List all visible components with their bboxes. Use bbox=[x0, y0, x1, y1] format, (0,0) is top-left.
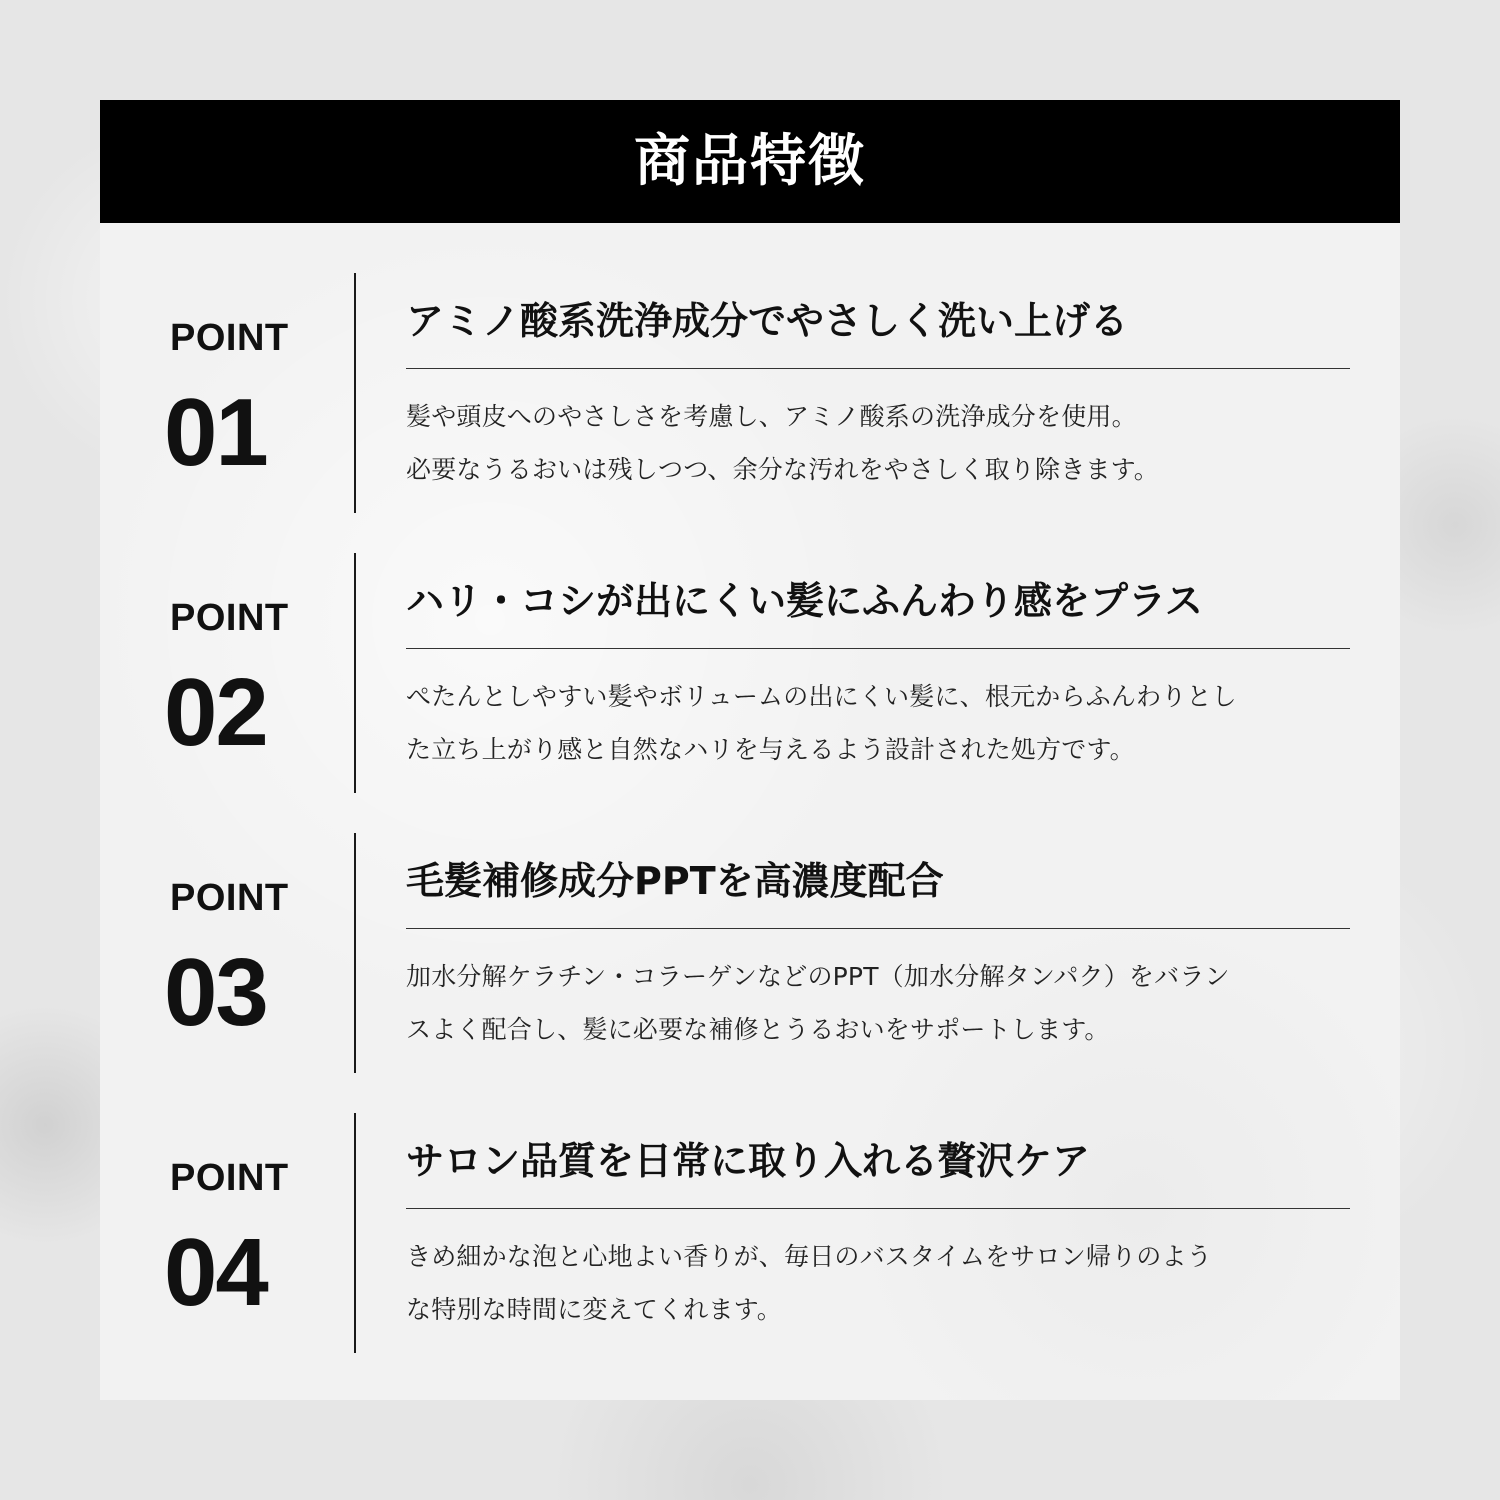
horizontal-rule bbox=[406, 1208, 1350, 1209]
point-item-04 bbox=[100, 1113, 1400, 1353]
point-label: POINT bbox=[170, 877, 289, 919]
point-description bbox=[406, 950, 1356, 1056]
features-panel bbox=[100, 100, 1400, 1400]
horizontal-rule bbox=[406, 648, 1350, 649]
point-label: POINT bbox=[170, 597, 289, 639]
point-number: 02 bbox=[164, 659, 267, 766]
vertical-divider bbox=[354, 1113, 356, 1353]
horizontal-rule bbox=[406, 928, 1350, 929]
point-item-01 bbox=[100, 273, 1400, 513]
vertical-divider bbox=[354, 553, 356, 793]
point-heading: サロン品質を日常に取り入れる贅沢ケア bbox=[406, 1139, 1091, 1183]
point-number: 04 bbox=[164, 1219, 267, 1326]
description-line: スよく配合し、髪に必要な補修とうるおいをサポートします。 bbox=[406, 1015, 1110, 1044]
description-line: ぺたんとしやすい髪やボリュームの出にくい髪に、根元からふんわりとし bbox=[406, 682, 1237, 711]
point-heading: アミノ酸系洗浄成分でやさしく洗い上げる bbox=[406, 299, 1129, 343]
point-number: 01 bbox=[164, 379, 267, 486]
point-description bbox=[406, 1230, 1356, 1336]
vertical-divider bbox=[354, 273, 356, 513]
horizontal-rule bbox=[406, 368, 1350, 369]
point-number: 03 bbox=[164, 939, 267, 1046]
description-line: た立ち上がり感と自然なハリを与えるよう設計された処方です。 bbox=[406, 735, 1135, 764]
description-line: きめ細かな泡と心地よい香りが、毎日のバスタイムをサロン帰りのよう bbox=[406, 1242, 1212, 1271]
description-line: 加水分解ケラチン・コラーゲンなどのPPT（加水分解タンパク）をバラン bbox=[406, 962, 1230, 991]
point-description bbox=[406, 670, 1356, 776]
point-label: POINT bbox=[170, 1157, 289, 1199]
point-label: POINT bbox=[170, 317, 289, 359]
point-description bbox=[406, 390, 1356, 496]
point-heading: ハリ・コシが出にくい髪にふんわり感をプラス bbox=[406, 579, 1203, 623]
header-bar bbox=[100, 100, 1400, 223]
page-title: 商品特徴 bbox=[634, 128, 866, 194]
description-line: 髪や頭皮へのやさしさを考慮し、アミノ酸系の洗浄成分を使用。 bbox=[406, 402, 1137, 431]
point-item-03 bbox=[100, 833, 1400, 1073]
vertical-divider bbox=[354, 833, 356, 1073]
point-heading: 毛髪補修成分PPTを高濃度配合 bbox=[406, 859, 944, 903]
description-line: 必要なうるおいは残しつつ、余分な汚れをやさしく取り除きます。 bbox=[406, 455, 1160, 484]
point-item-02 bbox=[100, 553, 1400, 793]
description-line: な特別な時間に変えてくれます。 bbox=[406, 1295, 783, 1324]
